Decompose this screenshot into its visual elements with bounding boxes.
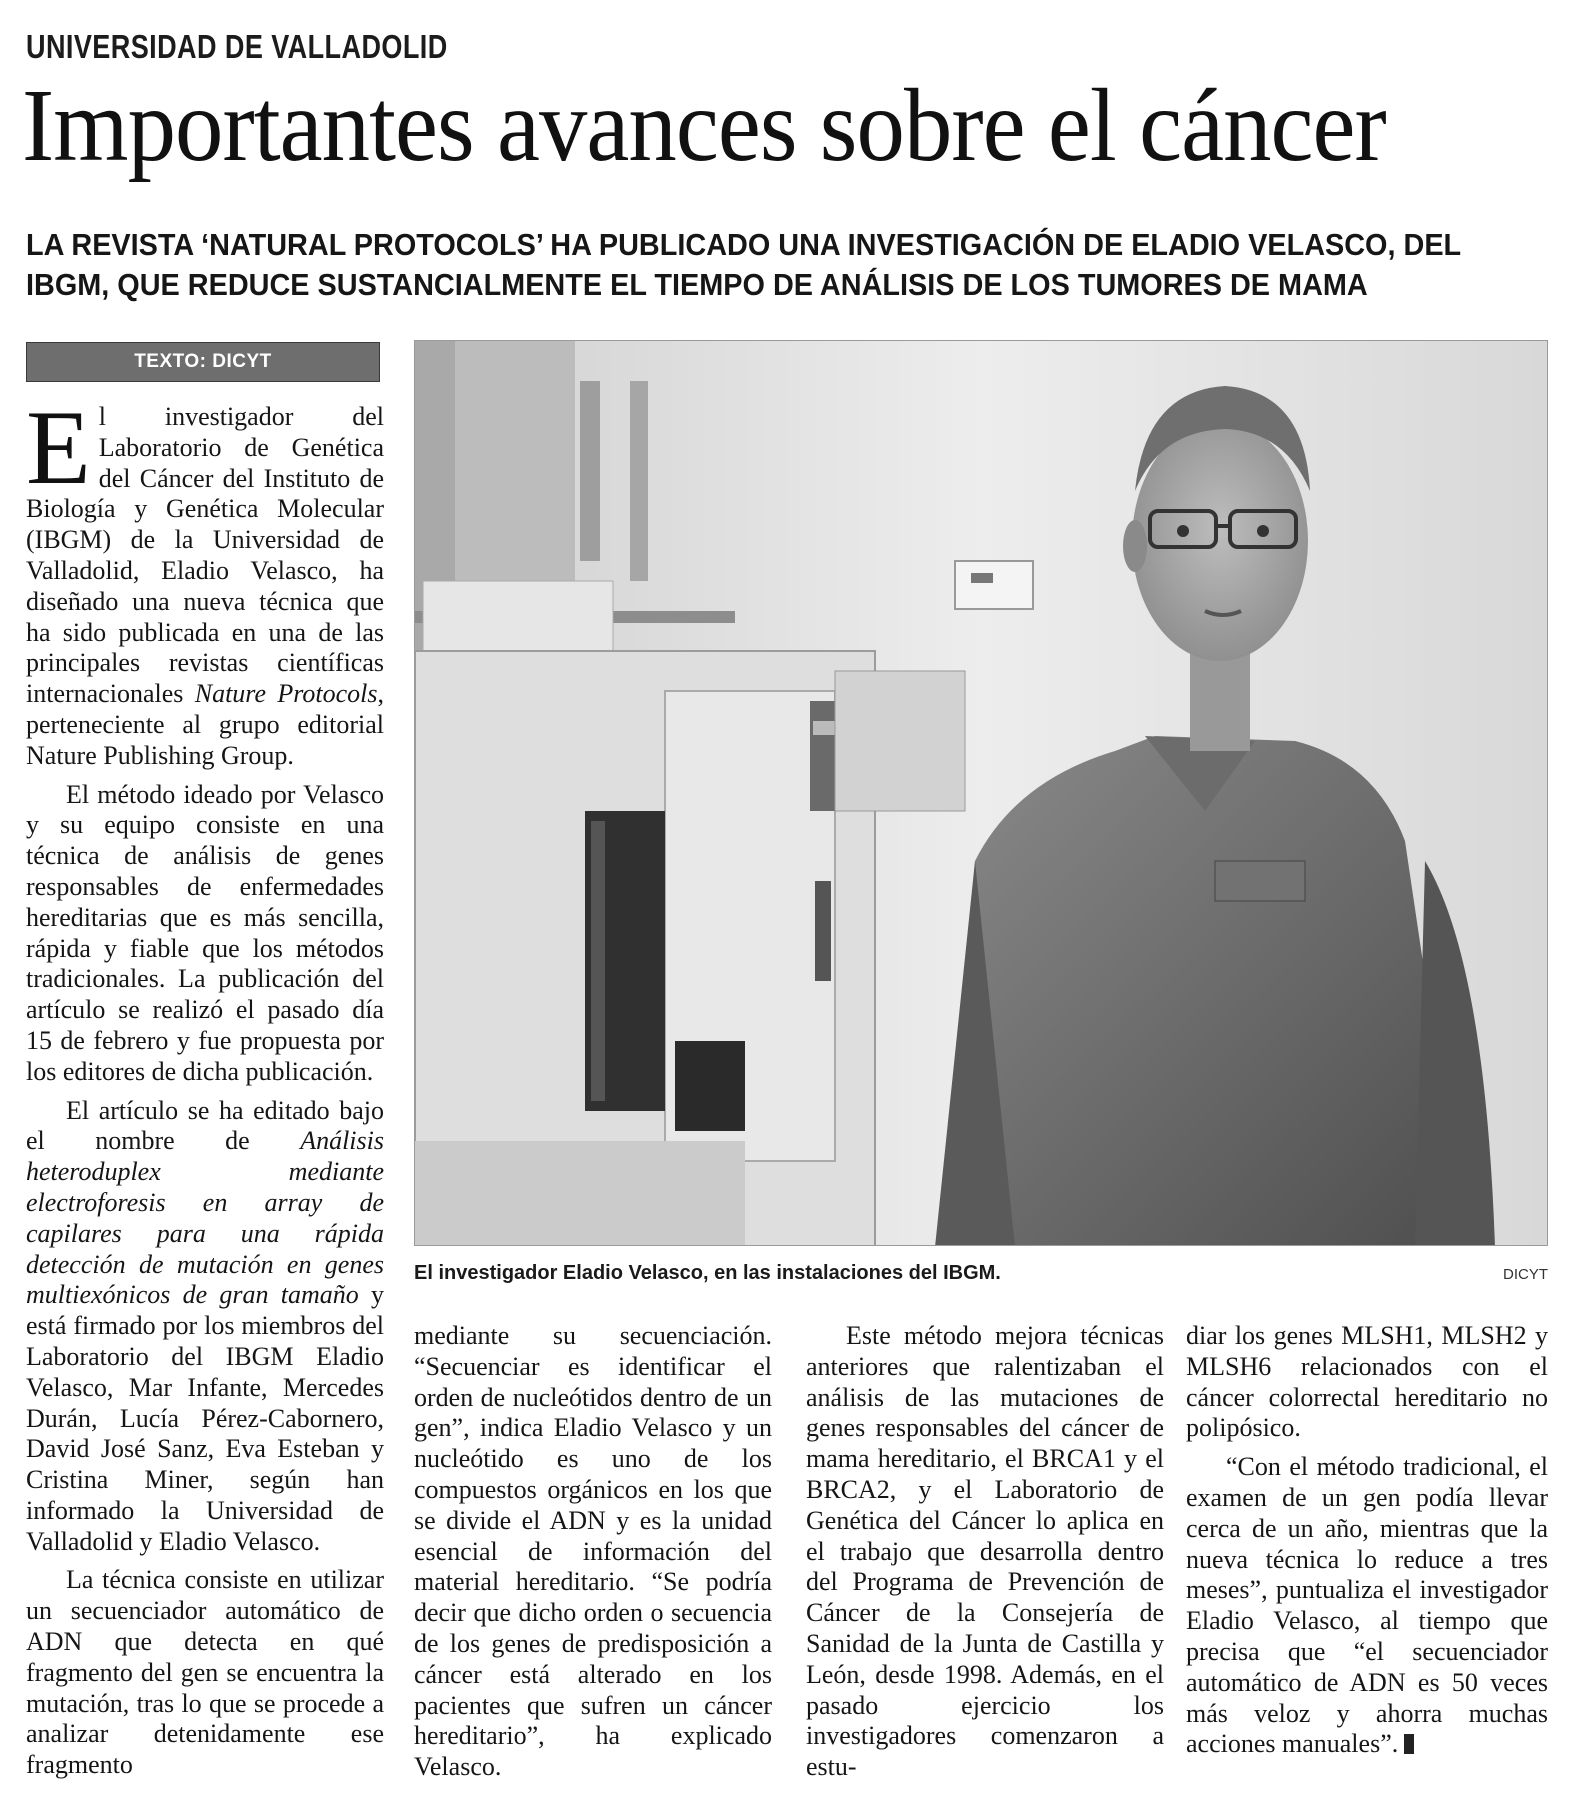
- researcher-photo: [414, 340, 1548, 1246]
- body-paragraph-4: La técnica consiste en utilizar un secuenciador automático de ADN que detecta en qué fragmento del gen se encuentra la mutación, tras lo que se procede a analizar detenidamente ese fragmento: [26, 1565, 384, 1780]
- subheadline-line-2: IBGM, QUE REDUCE SUSTANCIALMENTE EL TIEMPO DE ANÁLISIS DE LOS TUMORES DE MAMA: [26, 267, 1368, 302]
- photo-credit: DICYT: [1503, 1266, 1548, 1283]
- section-label: UNIVERSIDAD DE VALLADOLID: [26, 28, 448, 65]
- article-title: Análisis heteroduplex mediante electroforesis en array de capilares para una rápida detección de mutación en genes multiexónicos de gran tamaño: [26, 1126, 384, 1310]
- byline-text: TEXTO: DICYT: [134, 351, 272, 372]
- body-text: l investigador del Laboratorio de Genética del Cáncer del Instituto de Biología y Genética Molecular (IBGM) de la Universidad de Valladolid, Eladio Velasco, ha diseñado una nueva técnica que ha sido publicada en una de las principales revistas científicas internacionales: [26, 402, 384, 709]
- end-mark-icon: [1404, 1734, 1414, 1754]
- body-text: El artículo se ha editado bajo el nombre de: [26, 1095, 384, 1156]
- headline: Importantes avances sobre el cáncer: [22, 68, 1386, 183]
- drop-cap: E: [26, 389, 91, 506]
- photo-illustration: [415, 341, 1548, 1246]
- body-paragraph-1: [26, 389, 384, 772]
- body-column-2: [414, 1321, 772, 1791]
- body-paragraph-2: El método ideado por Velasco y su equipo consiste en una técnica de análisis de genes responsables de enfermedades hereditarias que es más sencilla, rápida y fiable que los métodos tradicionales. La publicación del artículo se realizó el pasado día 15 de febrero y fue propuesta por los editores de dicha publicación.: [26, 779, 384, 1086]
- body-column-1: [26, 389, 384, 1789]
- body-paragraph-4-continued: mediante su secuenciación. “Secuenciar es identificar el orden de nucleótidos dentro de un gen”, indica Eladio Velasco y un nucleótido es uno de los compuestos orgánicos en los que se divide el ADN y es la unidad esencial de información del material hereditario. “Se podría decir que dicho orden o secuencia de los genes de predisposición a cáncer está alterado en los pacientes que sufren un cáncer hereditario”, ha explicado Velasco.: [414, 1321, 772, 1782]
- body-text: y está firmado por los miembros del Laboratorio del IBGM Eladio Velasco, Mar Infante, Mercedes Durán, Lucía Pérez-Cabornero, David José Sanz, Eva Esteban y Cristina Miner, según han informado la Universidad de Valladolid y Eladio Velasco.: [26, 1280, 384, 1556]
- journal-name: Nature Protocols: [194, 679, 378, 709]
- body-paragraph-5: Este método mejora técnicas anteriores que ralentizaban el análisis de las mutaciones de genes responsables del cáncer de mama hereditario, el BRCA1 y el BRCA2, y el Laboratorio de Genética del Cáncer lo aplica en el trabajo que desarrolla dentro del Programa de Prevención de Cáncer de la Consejería de Sanidad de la Junta de Castilla y León, desde 1998. Además, en el pasado ejercicio los investigadores comenzaron a estu-: [806, 1321, 1164, 1782]
- subheadline-line-1: LA REVISTA ‘NATURAL PROTOCOLS’ HA PUBLICADO UNA INVESTIGACIÓN DE ELADIO VELASCO, DEL: [26, 227, 1462, 262]
- photo-caption: El investigador Eladio Velasco, en las instalaciones del IBGM.: [414, 1262, 1001, 1284]
- body-paragraph-3: [26, 1096, 384, 1558]
- byline-box: [26, 342, 380, 382]
- body-text: “Con el método tradicional, el examen de un gen podía llevar cerca de un año, mientras que la nueva técnica lo reduce a tres meses”, puntualiza el investigador Eladio Velasco, al tiempo que precisa que “el secuenciador automático de ADN es 50 veces más veloz y ahorra muchas acciones manuales”.: [1186, 1452, 1548, 1759]
- body-column-4: [1186, 1321, 1548, 1768]
- body-paragraph-5-continued: diar los genes MLSH1, MLSH2 y MLSH6 relacionados con el cáncer colorrectal hereditario no polipósico.: [1186, 1321, 1548, 1443]
- body-text: , perteneciente al grupo editorial Nature Publishing Group.: [26, 679, 384, 770]
- subheadline: [26, 225, 1477, 305]
- body-paragraph-6: [1186, 1452, 1548, 1760]
- body-column-3: [806, 1321, 1164, 1791]
